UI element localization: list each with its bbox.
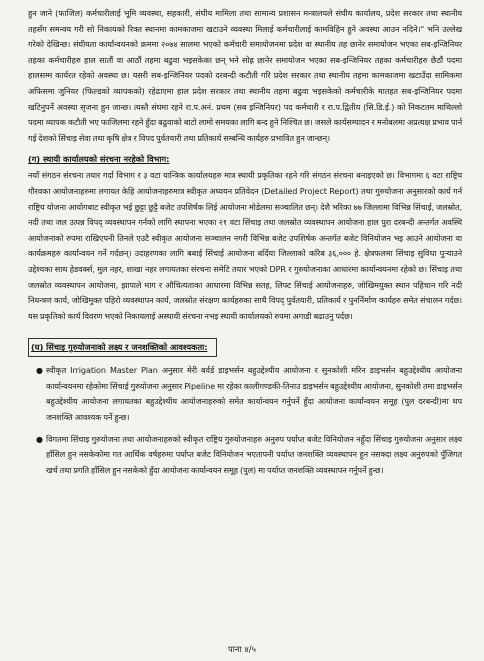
paragraph-fajil-staff: हुन जाने (फाजिल) कर्मचारीलाई भूमि व्यवस्था, सहकारी, संघीय मामिला तथा सामान्य प्रशासन मन्त्रालयले संघीय कार्यालय, प्रदेश सरकार तथा स्थानीय तहसँग समन्वय गरी सो निकायको रिक्त स्थानमा कामकाजमा खटाउने व्यवस्था मिलाई कर्मचारीलाई कामविहिन हुने अवस्था आउन नदिने।" भनि उल्लेख गरेको देखिन्छ। संघीयता कार्यान्वयनको क्रममा २०७४ सालमा भएको कर्मचारी समायोजनमा प्रदेश वा स्थानीय तह छानेर समायोजन भएका सब-इन्जिनियर तहका कर्मचारीहरु हाल सातौं वा आठौं तहमा बढुवा भइसकेका छन् भने सोह्र छानेर समायोजन भएका सब-इन्जिनियर तहका कर्मचारीहरु छैठौं पदमा हालसम्म कार्यरत रहेको अवस्था छ। यसरी सब-इन्जिनियर पदको दरबन्दी कटौती गरि प्रदेश सरकार तथा स्थानीय तहमा कामकाजमा खटाउँदा सामिकमा अफिसमा जुनियर (फिल्डको व्यापकको) रहेढाएमा हाल प्रदेश सरकार तथा स्थानीय तहमा बढुवा भइसकेको कर्मचारीके मातहत सब-इन्जिनियर पदमा खटिनुपर्ने अवस्था सृजना हुन जान्छ। त्यस्तै संघमा रहने रा.प.अनं. प्रथम (सब इन्जिनियर) पद कर्मचारी र रा.प.द्वितीय (सि.डि.ई.) को निकटतम माथिल्लो पदमा व्यापक कटौती भए फाजिलमा रहने हुँदा बढुवाको बाटो लामो समयका लागि बन्द हुने निश्चित छ। जसले कार्यसम्पादन र मनोबलमा अप्रत्यक्ष प्रभाव पार्न गई देशको सिंचाइ सेवा तथा कृषि क्षेत्र र विपद पुर्वतयारी तथा प्रतिकार्य सम्बन्धि कार्यहरु प्रभावित हुन जान्छन्। [28, 8, 462, 143]
list-item-text: स्वीकृत Irrigation Master Plan अनुसार मेरी बर्वर्ड डाइभर्सन बहुउद्देश्यीय आयोजना र सुनकोशी मरिन डाइभर्सन बहुउद्देश्यीय आयोजना कार्यान्वयनमा रहेकोमा सिंचाई गुरुयोजना अनुसार Pipeline मा रहेका कालीगण्डकी-तिनाउ डाइभर्सन बहुउद्देश्यीय आयोजना, सुनकोशी तमा डाइभर्सन बहुउद्देश्यीय आयोजना लगायतका बहुउद्देश्यीय आयोजनाहरुको समेत कार्यान्वयन गर्नुपर्ने हुँदा आयोजना कार्यान्वयन समूह (पुल दरबन्दी)मा थप जनशक्ति आवश्यक पर्ने हुन्छ। [46, 365, 462, 423]
section-heading-masterplan [28, 338, 217, 357]
list-item [36, 432, 462, 479]
section-heading-masterplan-text: (घ) सिंचाइ गुरुयोजनाको लक्ष्य र जनशक्तिको आवश्यकता: [31, 342, 208, 353]
bullet-dot-icon: ● [36, 434, 43, 444]
bullet-dot-icon: ● [36, 366, 43, 376]
section-heading-structure: (ग) स्थायी कार्यालयको संरचना नरहेको विभाग: [28, 154, 170, 165]
list-item [36, 363, 462, 425]
bullet-list [28, 363, 462, 478]
paragraph-new-structure: नयाँ संगठन संरचना तयार गर्दा विभाग र ३ वटा यान्त्रिक कार्यालयहरु मात्र स्थायी प्रकृतिका रहने गरि संगठन संरचना बनाइएको छ। विभागमा ६ वटा राष्ट्रिय गौरवका आयोजनाहरुमा लगायत केहि आयोजनाहरुमात्र स्वीकृत अध्ययन प्रतिवेदन (Detailed Project Report) तथा गुरुयोजना अनुसारको कार्य गर्न राष्ट्रिय योजना आयोगबाट स्वीकृत भई छुट्टा छुट्टै बजेट उपशिर्षक लिई आयोजना मोडेलमा सञ्चालित छन्। देशै भरिका ७७ जिल्लामा विभिन्न सिंचाई, जलस्रोत, नदी तथा जल उत्पन्न विपद् व्यवस्थापन गर्नको लागि स्थापना भएका २१ वटा सिंचाइ तथा जलस्रोत व्यवस्थापन आयोजना हाल पुरा दरबन्दी अन्तर्गत अवस्थि आयोजनाको रुपमा राखिएपनी तिनले एउटै स्वीकृत आयोजना सञ्चालन नगरी विभिन्न बजेट उपशिर्षक अन्तर्गत बजेट विनियोजन भइ आउने आयोजना वा कार्यक्रमहरु कार्यान्वयन गर्ने गर्दछन्। उदाहरणका लागि बबाई सिंचाई आयोजना बर्दिया जिल्लाको करिब ३६,००० हे. क्षेत्रफलमा सिंचाइ सुविधा पुर्‍याउने उद्देश्यका साथ हेडवर्क्स, मुल नहर, शाखा नहर लगायतका संरचना समेटि तयार भएको DPR र गुरुयोजनाका आधारमा कार्यान्वयनमा रहेको छ। सिंचाइ तथा जलस्रोत व्यवस्थापन आयोजना, झापाले माग र औचित्यताका आधारमा विभिन्न सतह, लिफ्ट सिंचाई आयोजनाहरु, जोखिमयुक्त स्थान पहिचान गरि नदी नियन्त्रण कार्य, जोखिमुक्त पहिरो व्यवस्थापन कार्य, जलस्रोत संरक्षण कार्यहरुका साथै विपद् पुर्वतयारी, प्रतिकार्य र पुनर्निर्माण कार्यहरु समेत संचालन गर्दछ। यस प्रकृतिको कार्य विवरण भएको निकायलाई अस्थायी संरचना नभइ स्थायी कार्यालयको रुपमा अगाडी बढाउनु पर्दछ। [28, 170, 462, 321]
list-item-text: विगतमा सिंचाइ गुरुयोजना तथा आयोजनाहरुको स्वीकृत राष्ट्रिय गुरुयोजनाहरु अनुरुप पर्याप्त बजेट विनियोजन नहुँदा सिंचाइ गुरुयोजना अनुसार लक्ष्य हाँसिल हुन नसकेकोमा गत आर्थिक वर्षहरुमा पर्याप्त बजेट विनियोजन भएतापनी पर्याप्त जनशक्ति व्यवस्थापन हुन नसक्दा लक्ष्य अनुरुपको पुँजिगत खर्च तथा प्रगति हाँसिल हुन नसकेको हुँदा आयोजना कार्यान्वयन समूह (पुल) मा पर्याप्त जनशक्ति व्यवस्थापन गर्नुपर्ने हुन्छ। [46, 433, 462, 475]
page-number: पाना ४/५ [228, 644, 256, 654]
